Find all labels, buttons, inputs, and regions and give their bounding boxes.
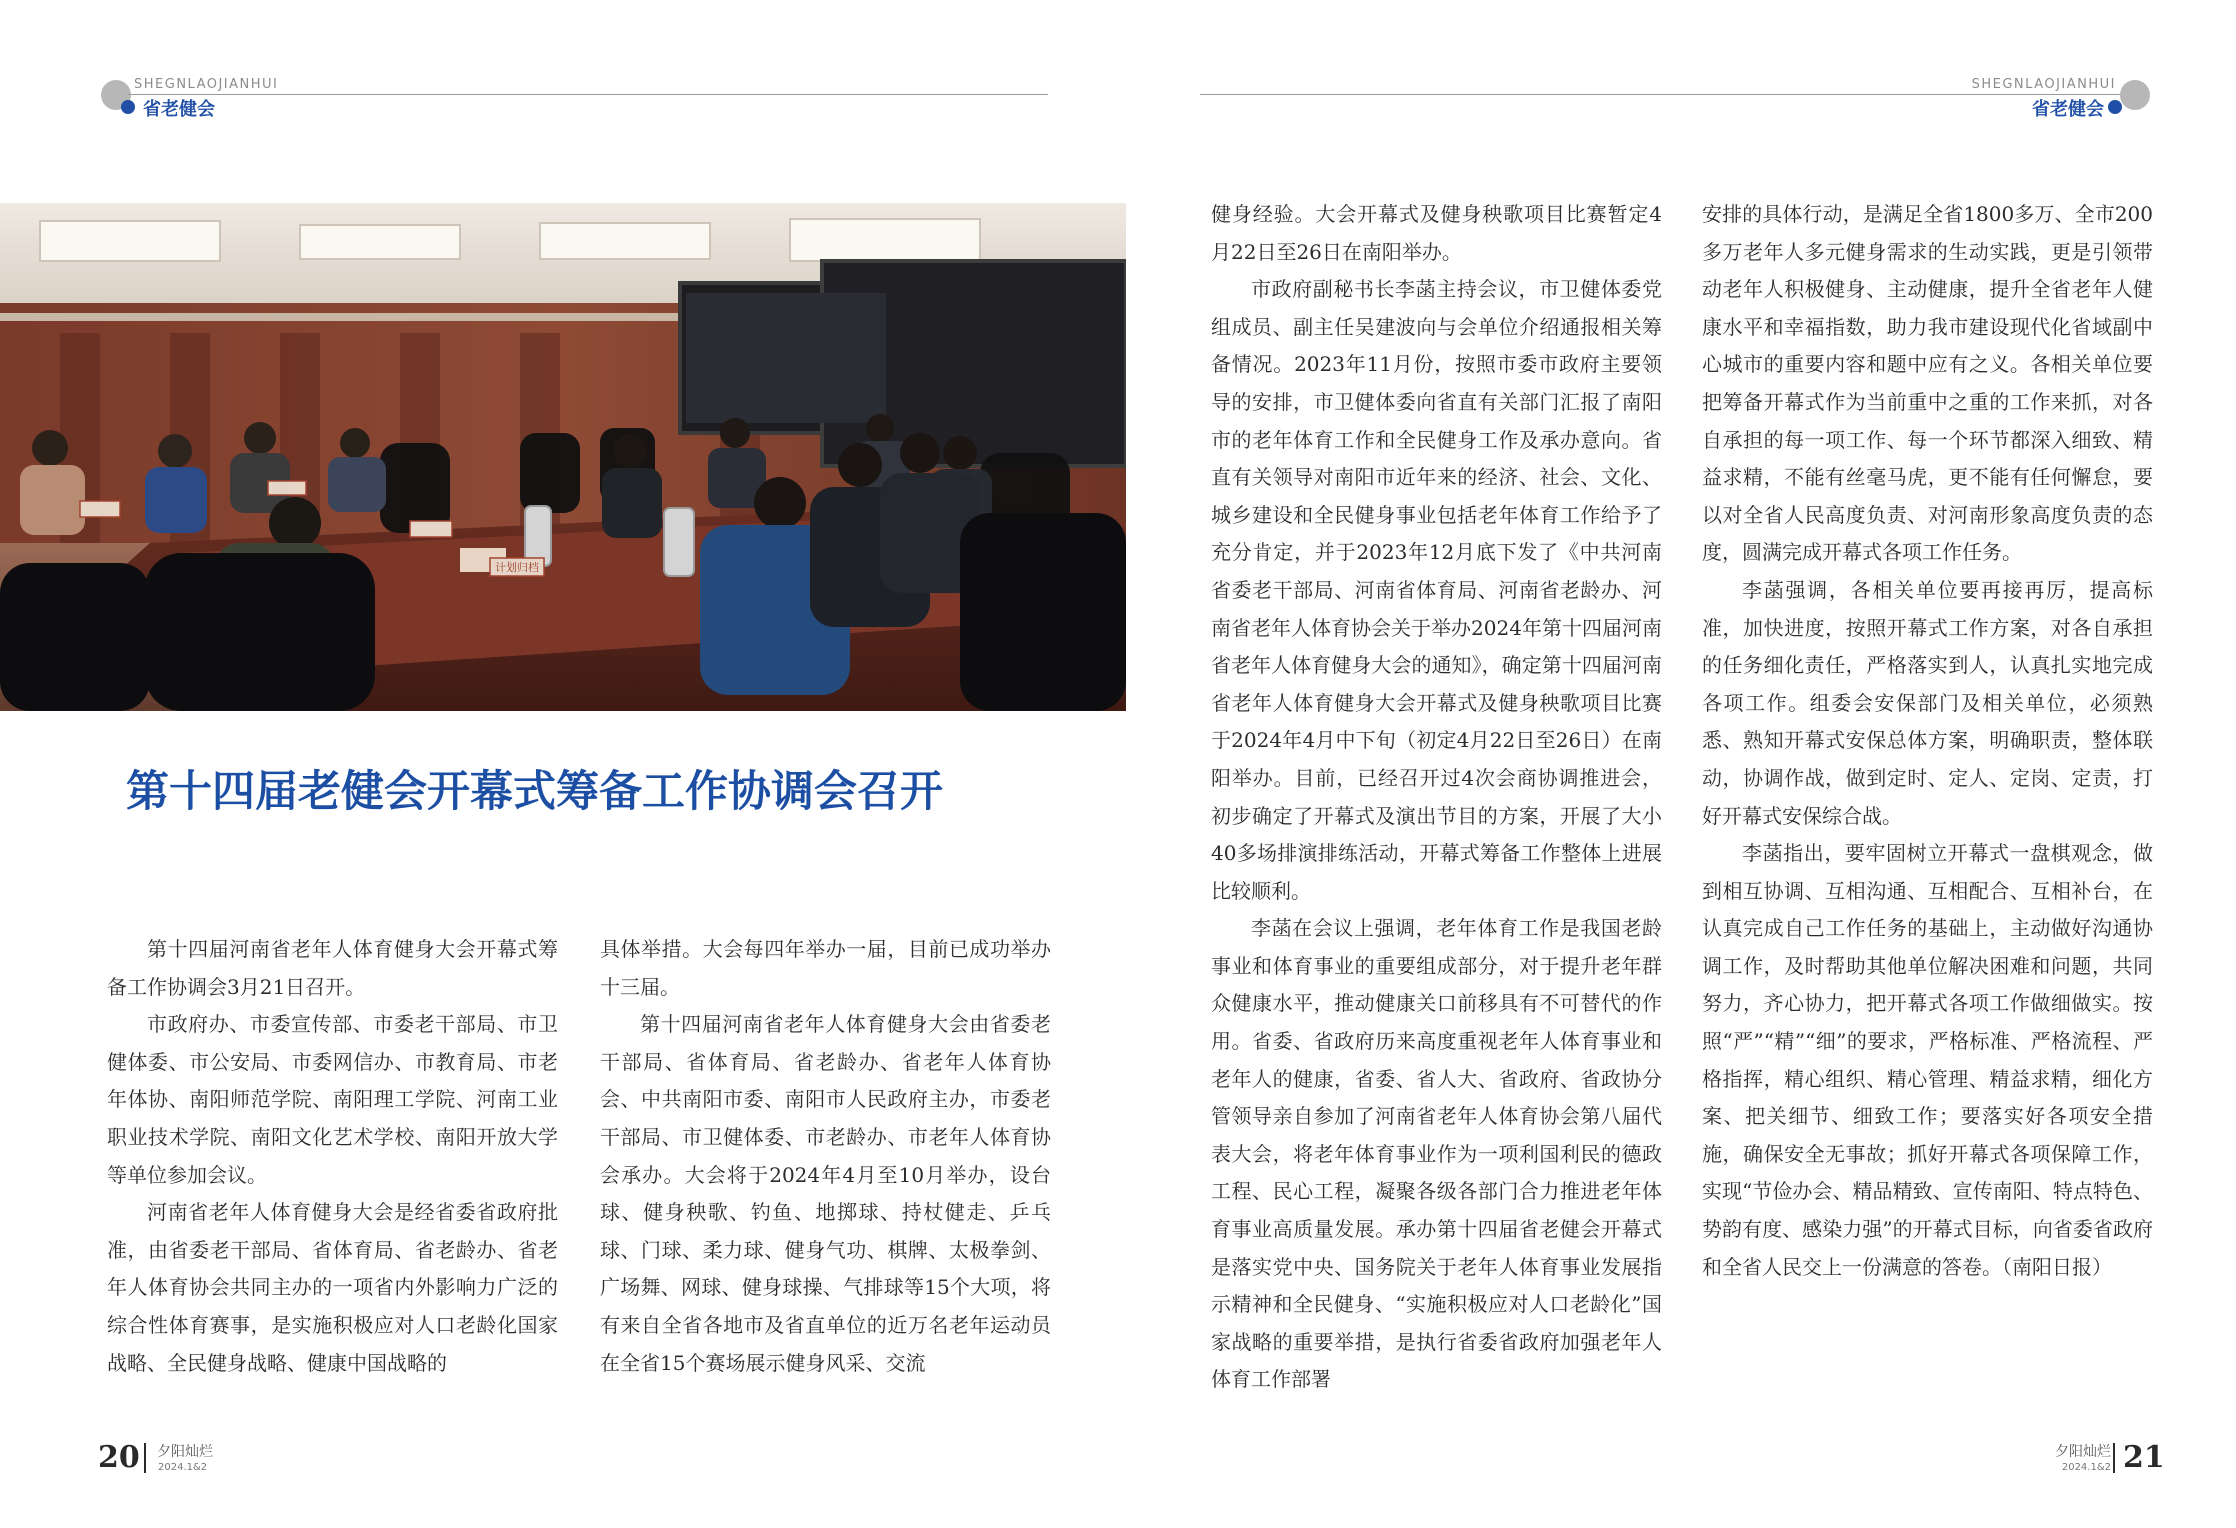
paragraph: 市政府办、市委宣传部、市委老干部局、市卫健体委、市公安局、市委网信办、市教育局、市老年体协、南阳师范学院、南阳理工学院、河南工业职业技术学院、南阳文化艺术学校、南阳开放大学等单位参加会议。	[107, 1012, 558, 1187]
paragraph: 健身经验。大会开幕式及健身秧歌项目比赛暂定4月22日至26日在南阳举办。	[1211, 202, 1662, 264]
header-left-rule	[128, 94, 1048, 95]
paragraph: 市政府副秘书长李菡主持会议，市卫健体委党组成员、副主任吴建波向与会单位介绍通报相关筹备情况。2023年11月份，按照市委市政府主要领导的安排，市卫健体委向省直有关部门汇报了南阳市的老年体育工作和全民健身工作及承办意向。省直有关领导对南阳市近年来的经济、社会、文化、城乡建设和全民健身事业包括老年体育工作给予了充分肯定，并于2023年12月底下发了《中共河南省委老干部局、河南省体育局、河南省老龄办、河南省老年人体育协会关于举办2024年第十四届河南省老年人体育健身大会的通知》，确定第十四届河南省老年人体育健身大会开幕式及健身秧歌项目比赛于2024年4月中下旬（初定4月22日至26日）在南阳举办。目前，已经召开过4次会商协调推进会，初步确定了开幕式及演出节目的方案，开展了大小40多场排演排练活动，开幕式筹备工作整体上进展比较顺利。	[1211, 277, 1662, 903]
nameplate-text: 计划归档	[495, 561, 539, 574]
header-right-pinyin: SHEGNLAOJIANHUI	[1971, 77, 2116, 92]
paragraph: 第十四届河南省老年人体育健身大会由省委老干部局、省体育局、省老龄办、省老年人体育协会、中共南阳市委、南阳市人民政府主办，市委老干部局、市卫健体委、市老龄办、市老年人体育协会承办。大会将于2024年4月至10月举办，设台球、健身秧歌、钓鱼、地掷球、持杖健走、乒乓球、门球、柔力球、健身气功、棋牌、太极拳剑、广场舞、网球、健身球操、气排球等15个大项，将有来自全省各地市及省直单位的近万名老年运动员在全省15个赛场展示健身风采、交流	[600, 1012, 1051, 1375]
page-number-right: 21	[2123, 1440, 2165, 1475]
page-number-left: 20	[98, 1440, 140, 1475]
footer-right-magazine: 夕阳灿烂	[2055, 1444, 2111, 1460]
paragraph: 河南省老年人体育健身大会是经省委省政府批准，由省委老干部局、省体育局、省老龄办、省老年人体育协会共同主办的一项省内外影响力广泛的综合性体育赛事，是实施积极应对人口老龄化国家战略、全民健身战略、健康中国战略的	[107, 1200, 558, 1375]
article-column-4	[1702, 196, 2153, 1286]
article-column-1	[107, 931, 558, 1382]
paragraph: 第十四届河南省老年人体育健身大会开幕式筹备工作协调会3月21日召开。	[107, 937, 558, 999]
footer-right-issue: 2024.1&2	[2061, 1462, 2111, 1473]
header-left-section: 省老健会	[143, 99, 215, 120]
header-right-rule	[1200, 94, 2120, 95]
paragraph: 具体举措。大会每四年举办一届，目前已成功举办十三届。	[600, 937, 1051, 999]
meeting-photo	[0, 203, 1126, 711]
article-column-3	[1211, 196, 1662, 1399]
article-column-2	[600, 931, 1051, 1382]
paragraph: 李菡在会议上强调，老年体育工作是我国老龄事业和体育事业的重要组成部分，对于提升老年群众健康水平，推动健康关口前移具有不可替代的作用。省委、省政府历来高度重视老年人体育事业和老年人的健康，省委、省人大、省政府、省政协分管领导亲自参加了河南省老年人体育协会第八届代表大会，将老年体育事业作为一项利国利民的德政工程、民心工程，凝聚各级各部门合力推进老年体育事业高质量发展。承办第十四届省老健会开幕式是落实党中央、国务院关于老年人体育事业发展指示精神和全民健身、“实施积极应对人口老龄化”国家战略的重要举措，是执行省委省政府加强老年人体育工作部署	[1211, 916, 1662, 1392]
paragraph: 李菡强调，各相关单位要再接再厉，提高标准，加快进度，按照开幕式工作方案，对各自承担的任务细化责任，严格落实到人，认真扎实地完成各项工作。组委会安保部门及相关单位，必须熟悉、熟知开幕式安保总体方案，明确职责，整体联动，协调作战，做到定时、定人、定岗、定责，打好开幕式安保综合战。	[1702, 577, 2153, 828]
article-title: 第十四届老健会开幕式筹备工作协调会召开	[126, 767, 943, 817]
header-right-section: 省老健会	[2032, 99, 2104, 120]
header-left-dot	[121, 100, 135, 114]
header-right-dot	[2108, 100, 2122, 114]
meeting-photo-image	[0, 203, 1126, 711]
footer-right-divider	[2113, 1443, 2115, 1473]
header-right-circle	[2120, 80, 2150, 110]
footer-left-divider	[144, 1443, 146, 1473]
paragraph: 安排的具体行动，是满足全省1800多万、全市200多万老年人多元健身需求的生动实践，更是引领带动老年人积极健身、主动健康，提升全省老年人健康水平和幸福指数，助力我市建设现代化省域副中心城市的重要内容和题中应有之义。各相关单位要把筹备开幕式作为当前重中之重的工作来抓，对各自承担的每一项工作、每一个环节都深入细致、精益求精，不能有丝毫马虎，更不能有任何懈怠，要以对全省人民高度负责、对河南形象高度负责的态度，圆满完成开幕式各项工作任务。	[1702, 202, 2153, 565]
footer-left-magazine: 夕阳灿烂	[157, 1444, 213, 1460]
header-left-pinyin: SHEGNLAOJIANHUI	[134, 77, 279, 92]
paragraph: 李菡指出，要牢固树立开幕式一盘棋观念，做到相互协调、互相沟通、互相配合、互相补台，在认真完成自己工作任务的基础上，主动做好沟通协调工作，及时帮助其他单位解决困难和问题，共同努力，齐心协力，把开幕式各项工作做细做实。按照“严”“精”“细”的要求，严格标准、严格流程、严格指挥，精心组织、精心管理、精益求精，细化方案、把关细节、细致工作；要落实好各项安全措施，确保安全无事故；抓好开幕式各项保障工作，实现“节俭办会、精品精致、宣传南阳、特点特色、势韵有度、感染力强”的开幕式目标，向省委省政府和全省人民交上一份满意的答卷。（南阳日报）	[1702, 841, 2153, 1279]
footer-left-issue: 2024.1&2	[158, 1462, 208, 1473]
